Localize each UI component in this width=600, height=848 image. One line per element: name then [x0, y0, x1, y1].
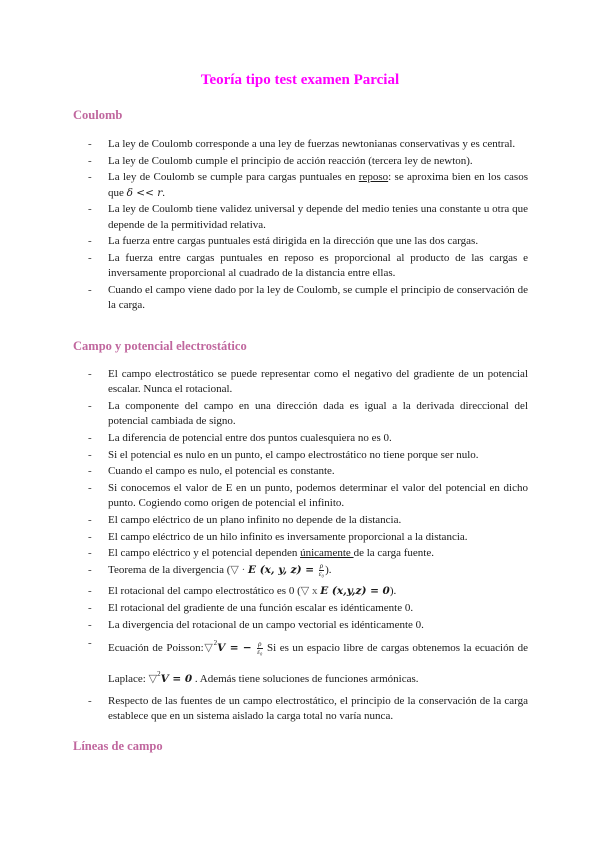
- list-item: - Si el potencial es nulo en un punto, el campo electrostático no tiene porque ser nulo.: [88, 448, 528, 463]
- math-expression: E (x, y, z) =: [248, 563, 318, 576]
- text: El rotacional del campo electrostático es 0 (: [108, 585, 301, 598]
- list-item: - La fuerza entre cargas puntuales está dirigida en la dirección que une las dos cargas.: [88, 234, 528, 249]
- list-item: - La componente del campo en una dirección dada es igual a la derivada direccional del potencial cambiada de signo.: [88, 399, 528, 429]
- superscript: 2: [157, 670, 161, 679]
- list-item: - La diferencia de potencial entre dos puntos cualesquiera no es 0.: [88, 431, 528, 446]
- list-item: [88, 630, 528, 692]
- coulomb-list: [88, 137, 528, 315]
- list-item: - La divergencia del rotacional de un campo vectorial es idénticamente 0.: [88, 618, 528, 633]
- text: Ecuación de Poisson:: [108, 642, 204, 655]
- list-item: - La ley de Coulomb cumple el principio de acción reacción (tercera ley de newton).: [88, 154, 528, 169]
- text: Si es un espacio libre de cargas obtenemos la ecuación de Laplace:: [108, 642, 528, 686]
- fraction-denominator: ε₀: [318, 569, 324, 578]
- list-item: - El campo eléctrico de un plano infinito no depende de la distancia.: [88, 513, 528, 528]
- list-item: [88, 563, 528, 578]
- fraction: [319, 563, 324, 578]
- nabla-operator: ▽ x: [300, 585, 321, 598]
- fraction-numerator: ρ: [319, 561, 324, 570]
- text: . Además tiene soluciones de funciones armónicas.: [192, 673, 419, 686]
- fraction-denominator: ε₀: [257, 648, 263, 657]
- list-item: - Cuando el campo es nulo, el potencial es constante.: [88, 464, 528, 479]
- list-item: - La fuerza entre cargas puntuales en reposo es proporcional al producto de las cargas e inversamente proporcional al cuadrado de la distancia entre ellas.: [88, 251, 528, 281]
- section-heading-campo-potencial: Campo y potencial electrostático: [73, 339, 247, 353]
- nabla-operator: ▽ ·: [230, 563, 249, 576]
- text: : se aproxima bien en los casos que: [108, 171, 528, 199]
- math-expression: V = −: [217, 642, 257, 655]
- nabla-operator: ▽: [148, 673, 158, 686]
- text: Teorema de la divergencia (: [108, 563, 231, 576]
- fraction-numerator: ρ: [258, 640, 262, 649]
- math-expression: E (x,y,z) = 0: [320, 585, 390, 598]
- list-item: - El campo eléctrico de un hilo infinito es inversamente proporcional a la distancia.: [88, 530, 528, 545]
- text: .: [162, 186, 166, 199]
- section-heading-coulomb: Coulomb: [73, 108, 123, 122]
- list-item: - Respecto de las fuentes de un campo electrostático, el principio de la conservación de la carga establece que en un sistema aislado la carga total no varía nunca.: [88, 694, 528, 724]
- section-heading-lineas-campo: Líneas de campo: [73, 739, 163, 753]
- math-expression: δ << r: [126, 186, 163, 199]
- nabla-operator: ▽: [203, 642, 214, 655]
- document-title: Teoría tipo test examen Parcial: [200, 72, 400, 88]
- underlined-text: reposo: [358, 171, 389, 184]
- text: de la carga fuente.: [353, 547, 434, 560]
- campo-potencial-list: [88, 367, 528, 726]
- text: El campo eléctrico y el potencial dependen: [108, 547, 301, 560]
- list-item: - Si conocemos el valor de E en un punto, podemos determinar el valor del potencial en dicho punto. Cogiendo como origen de potencial el infinito.: [88, 481, 528, 511]
- math-expression: V = 0: [160, 673, 193, 686]
- text: La ley de Coulomb se cumple para cargas puntuales en: [108, 171, 359, 184]
- list-item: - El rotacional del gradiente de una función escalar es idénticamente 0.: [88, 601, 528, 616]
- list-item: [88, 546, 528, 561]
- text: ).: [325, 563, 332, 576]
- superscript: 2: [213, 639, 218, 648]
- list-item: [88, 584, 528, 599]
- list-item: - El campo electrostático se puede representar como el negativo del gradiente de un potencial escalar. Nunca el rotacional.: [88, 367, 528, 397]
- list-item: - La ley de Coulomb tiene validez universal y depende del medio tenies una constante u otra que depende de la permitividad relativa.: [88, 202, 528, 232]
- list-item: [88, 170, 528, 200]
- list-item: - Cuando el campo viene dado por la ley de Coulomb, se cumple el principio de conservación de la carga.: [88, 283, 528, 313]
- underlined-text: únicamente: [300, 547, 354, 560]
- text: ).: [389, 585, 397, 598]
- fraction: [257, 641, 262, 656]
- list-item: - La ley de Coulomb corresponde a una ley de fuerzas newtonianas conservativas y es central.: [88, 137, 528, 152]
